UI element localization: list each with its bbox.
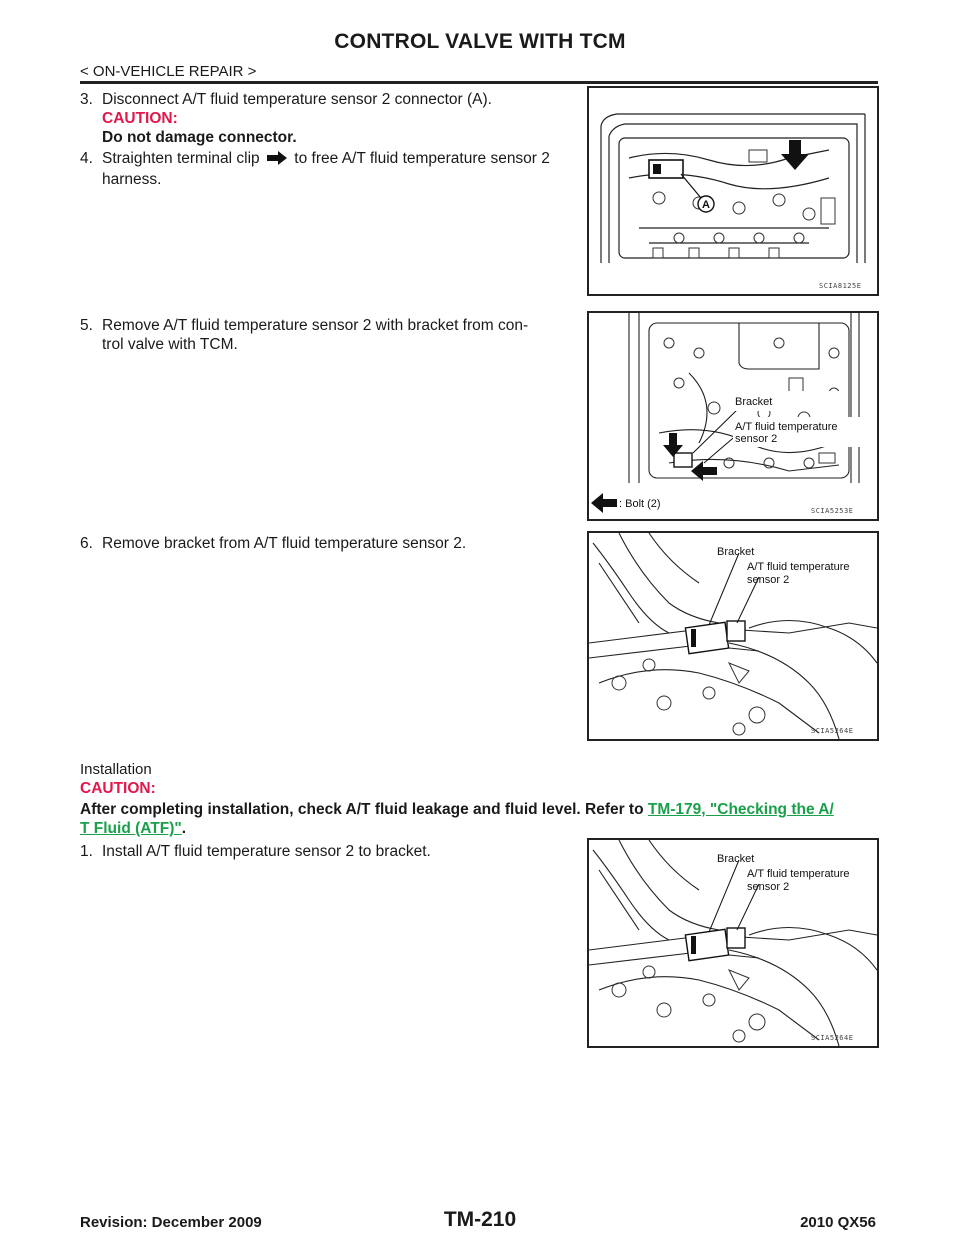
legend-bolt: : Bolt (2)	[619, 498, 661, 510]
figure-code: SCIA5264E	[811, 727, 854, 735]
step-6	[80, 534, 580, 553]
label-sensor: A/T fluid temperature	[735, 421, 838, 433]
installation-caution	[80, 800, 880, 838]
step-text: Install A/T fluid temperature sensor 2 to bracket.	[102, 843, 431, 860]
installation-heading: Installation	[80, 761, 152, 778]
step-text-after: to free A/T fluid temperature sensor 2	[294, 150, 550, 167]
label-sensor-line2: sensor 2	[735, 433, 778, 445]
step-4	[80, 149, 580, 189]
step-number: 5.	[80, 317, 93, 334]
reference-link-part-2: T Fluid (ATF)"	[80, 820, 182, 837]
label-bracket: Bracket	[717, 546, 755, 558]
step-text: Straighten terminal clip	[102, 150, 260, 167]
step-number: 1.	[80, 843, 93, 860]
caution-label: CAUTION:	[102, 110, 178, 127]
figure-bracket-install	[587, 838, 879, 1048]
step-text: Disconnect A/T fluid temperature sensor 2 connector (A).	[102, 91, 492, 108]
figure-bracket-removal	[587, 311, 879, 521]
installation-caution-label: CAUTION:	[80, 780, 156, 797]
label-sensor: A/T fluid temperature	[747, 561, 850, 573]
figure-code: SCIA5264E	[811, 1034, 854, 1042]
header-divider	[80, 81, 878, 84]
step-text: Remove A/T fluid temperature sensor 2 with bracket from con-	[102, 317, 529, 334]
bolt-arrow-icon	[591, 493, 617, 513]
reference-link-part-1: TM-179, "Checking the A/	[647, 801, 834, 818]
figure-connector	[587, 86, 879, 296]
step-number: 3.	[80, 91, 93, 108]
step-text-cont: trol valve with TCM.	[102, 336, 238, 353]
page-number: TM-210	[443, 1208, 517, 1231]
step-text-cont: harness.	[102, 171, 162, 188]
section-breadcrumb: < ON-VEHICLE REPAIR >	[80, 63, 257, 80]
callout-a: A	[702, 199, 710, 211]
step-number: 4.	[80, 150, 93, 167]
step-number: 6.	[80, 535, 93, 552]
step-3	[80, 90, 580, 147]
footer-model: 2010 QX56	[800, 1214, 876, 1231]
figure-code: SCIA5253E	[811, 507, 854, 515]
step-text: Remove bracket from A/T fluid temperature sensor 2.	[102, 535, 467, 552]
installation-step-1	[80, 842, 580, 861]
step-5	[80, 316, 580, 354]
right-arrow-icon	[267, 151, 287, 170]
label-sensor-line2: sensor 2	[747, 881, 790, 893]
figure-bracket-sensor	[587, 531, 879, 741]
page-title: CONTROL VALVE WITH TCM	[334, 30, 626, 53]
caution-period: .	[181, 820, 187, 837]
label-bracket: Bracket	[717, 853, 755, 865]
label-sensor-line2: sensor 2	[747, 574, 790, 586]
installation-caution-text: After completing installation, check A/T fluid leakage and fluid level. Refer to	[80, 801, 644, 818]
label-sensor: A/T fluid temperature	[747, 868, 850, 880]
label-bracket: Bracket	[735, 396, 773, 408]
caution-text: Do not damage connector.	[102, 129, 297, 146]
footer-revision: Revision: December 2009	[80, 1214, 262, 1231]
figure-code: SCIA8125E	[819, 282, 862, 290]
